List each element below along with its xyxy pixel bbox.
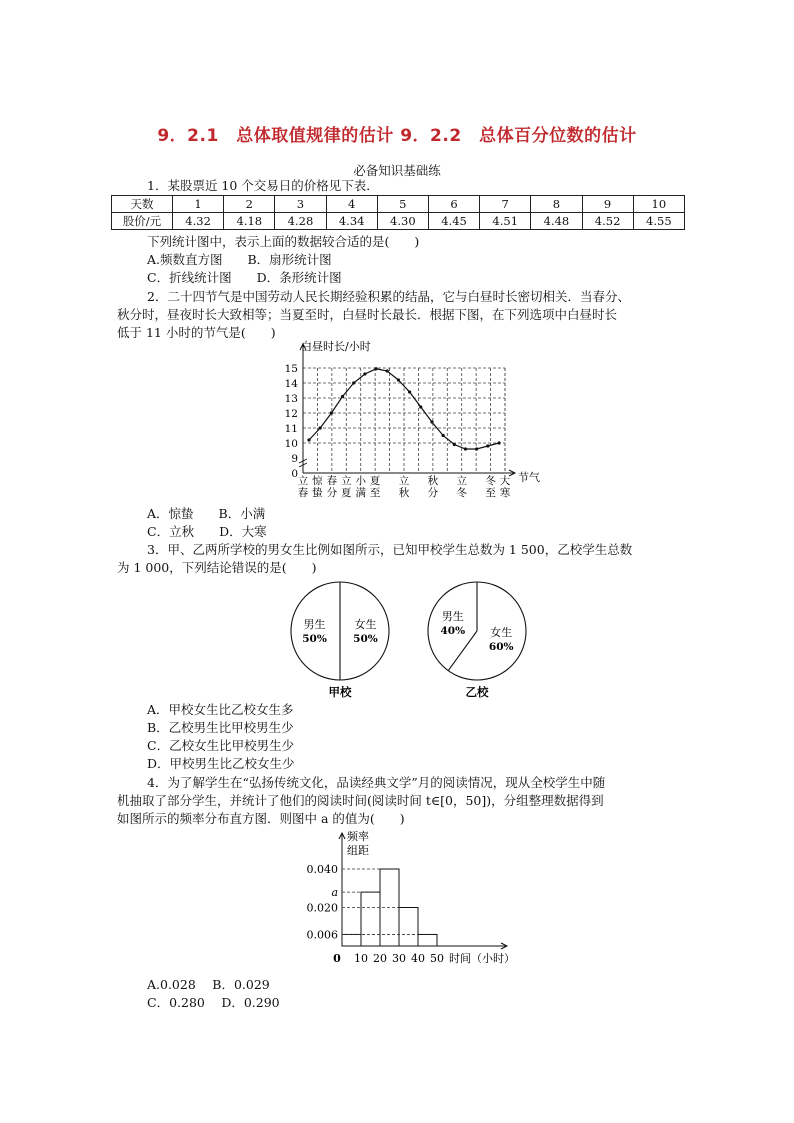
x-tick-label: 立 <box>341 475 352 487</box>
frequency-histogram <box>300 828 525 978</box>
pie-slice-label: 男生 <box>303 618 326 631</box>
table-cell: 9 <box>582 196 633 213</box>
x-axis-label: 时间（小时） <box>449 952 515 965</box>
x-tick-label: 秋 <box>398 487 410 499</box>
x-tick-label: 满 <box>355 487 366 499</box>
y-tick-label: 0.020 <box>306 901 338 915</box>
pie-slice-label: 男生 <box>441 610 464 624</box>
y-tick-label: 0.040 <box>306 863 338 876</box>
table-cell: 4.32 <box>173 213 224 230</box>
q1-options-cd: C．折线统计图 D．条形统计图 <box>147 270 342 285</box>
q4-options-cd: C．0.280 D．0.290 <box>147 995 280 1010</box>
table-cell: 4.52 <box>582 213 633 230</box>
data-point <box>330 411 333 414</box>
x-tick-label: 立 <box>398 475 410 487</box>
table-cell: 4.28 <box>275 213 326 230</box>
data-point <box>397 378 400 381</box>
data-point <box>486 444 489 447</box>
q3-line-1: 3．甲、乙两所学校的男女生比例如图所示，已知甲校学生总数为 1 500，乙校学生总数 <box>147 542 633 557</box>
pie-slice-value: 50% <box>302 633 327 645</box>
table-cell: 4.48 <box>531 213 582 230</box>
x-tick-label: 30 <box>392 952 406 965</box>
data-point <box>430 420 433 423</box>
data-point <box>453 443 456 446</box>
data-point <box>319 426 322 429</box>
price-table <box>111 195 685 230</box>
y-tick-label: 10 <box>284 438 298 450</box>
q1-question: 下列统计图中，表示上面的数据较合适的是( ) <box>147 234 420 249</box>
x-tick-label: 惊 <box>312 475 323 487</box>
x-tick-label: 夏 <box>341 487 352 499</box>
q4-options-ab: A.0.028 B．0.029 <box>147 977 270 992</box>
y-tick-label: 9 <box>291 453 298 465</box>
x-tick-label: 春 <box>297 487 309 499</box>
table-cell: 10 <box>633 196 684 213</box>
daylight-line-chart <box>270 338 545 503</box>
q2-line-1: 2．二十四节气是中国劳动人民长期经验积累的结晶，它与白昼时长密切相关．当春分、 <box>147 289 630 304</box>
pie-chart-title: 乙校 <box>465 685 489 699</box>
pie-slice-label: 女生 <box>354 618 377 631</box>
histogram-bar <box>342 934 361 946</box>
table-row-label: 股价/元 <box>112 213 173 230</box>
pie-slice-value: 60% <box>488 640 514 653</box>
x-tick-label: 立 <box>297 475 309 487</box>
y-tick-label: 11 <box>284 423 298 435</box>
data-point <box>374 367 377 370</box>
q3-option-c: C．乙校女生比甲校男生少 <box>147 738 295 753</box>
pie-slice-value: 50% <box>353 633 378 645</box>
table-cell: 4.51 <box>480 213 531 230</box>
data-point <box>363 372 366 375</box>
q2-line-2: 秋分时，昼夜时长大致相等；当夏至时，白昼时长最长．根据下图，在下列选项中白昼时长 <box>117 307 618 322</box>
table-cell: 1 <box>173 196 224 213</box>
x-tick-label: 寒 <box>499 487 511 499</box>
data-point <box>307 438 310 441</box>
data-point <box>352 381 355 384</box>
x-tick-label: 冬 <box>456 487 467 499</box>
data-point <box>341 395 344 398</box>
q1-options-ab: A.频数直方图 B．扇形统计图 <box>147 252 332 267</box>
x-tick-label: 20 <box>373 952 387 965</box>
pie-chart-title: 甲校 <box>328 685 352 699</box>
table-cell: 4.45 <box>428 213 479 230</box>
q3-line-2: 为 1 000，下列结论错误的是( ) <box>117 560 317 575</box>
x-tick-label: 40 <box>411 952 425 965</box>
data-point <box>497 441 500 444</box>
histogram-bar <box>418 934 437 946</box>
x-tick-label: 至 <box>485 487 496 499</box>
q3-option-a: A．甲校女生比乙校女生多 <box>147 702 294 717</box>
table-cell: 2 <box>224 196 275 213</box>
table-cell: 4.18 <box>224 213 275 230</box>
data-point <box>442 434 445 437</box>
y-tick-label: 14 <box>284 378 298 390</box>
q3-option-d: D．甲校男生比乙校女生少 <box>147 756 295 771</box>
x-tick-label: 10 <box>354 952 368 965</box>
y-axis-label: 白昼时长/小时 <box>301 340 371 353</box>
q3-option-b: B．乙校男生比甲校男生少 <box>147 720 294 735</box>
x-tick-label: 小 <box>355 475 366 487</box>
table-cell: 4.34 <box>326 213 377 230</box>
table-cell: 8 <box>531 196 582 213</box>
q4-line-3: 如图所示的频率分布直方图．则图中 a 的值为( ) <box>117 811 405 826</box>
q4-line-2: 机抽取了部分学生，并统计了他们的阅读时间(阅读时间 t∈[0，50])，分组整理数据得到 <box>117 793 604 808</box>
y-tick-label: 0.006 <box>306 928 338 942</box>
x-tick-label: 分 <box>326 487 338 499</box>
y-tick-label: 0 <box>291 468 298 480</box>
x-tick-label: 冬 <box>485 475 496 487</box>
x-tick-label: 立 <box>456 475 467 487</box>
x-tick-label: 秋 <box>427 475 439 487</box>
pie-slice-value: 40% <box>440 625 466 638</box>
table-cell: 4 <box>326 196 377 213</box>
x-tick-label: 50 <box>430 952 444 965</box>
table-row <box>112 213 685 230</box>
y-axis-label-top: 频率 <box>347 830 369 843</box>
x-tick-label: 大 <box>499 475 511 487</box>
page-title: 9．2.1 总体取值规律的估计 9．2.2 总体百分位数的估计 <box>157 126 637 146</box>
x-tick-label: 蛰 <box>312 487 323 499</box>
origin-label: 0 <box>333 952 341 965</box>
q2-line-3: 低于 11 小时的节气是( ) <box>117 325 276 340</box>
data-point <box>386 369 389 372</box>
table-cell: 7 <box>480 196 531 213</box>
table-row-label: 天数 <box>112 196 173 213</box>
x-tick-label: 至 <box>369 487 381 499</box>
table-cell: 3 <box>275 196 326 213</box>
q2-options-cd: C．立秋 D．大寒 <box>147 524 267 539</box>
data-point <box>419 405 422 408</box>
pie-slice-label: 女生 <box>490 625 513 639</box>
data-point <box>408 390 411 393</box>
table-cell: 4.30 <box>377 213 428 230</box>
q4-line-1: 4．为了解学生在“弘扬传统文化，品读经典文学”月的阅读情况，现从全校学生中随 <box>147 775 606 790</box>
y-tick-label: a <box>331 886 338 900</box>
table-cell: 6 <box>428 196 479 213</box>
y-tick-label: 13 <box>284 393 298 405</box>
x-tick-label: 分 <box>427 487 439 499</box>
y-tick-label: 15 <box>284 363 298 375</box>
q1-stem: 1．某股票近 10 个交易日的价格见下表． <box>147 178 379 193</box>
data-point <box>464 447 467 450</box>
section-heading: 必备知识基础练 <box>353 163 441 178</box>
x-tick-label: 春 <box>326 475 338 487</box>
table-cell: 4.55 <box>633 213 684 230</box>
y-tick-label: 12 <box>284 408 298 420</box>
y-axis-label-bottom: 组距 <box>347 844 369 857</box>
table-row <box>112 196 685 213</box>
school-pie-charts <box>280 578 514 703</box>
q2-options-ab: A．惊蛰 B．小满 <box>147 506 266 521</box>
x-axis-label: 节气 <box>518 471 540 484</box>
table-cell: 5 <box>377 196 428 213</box>
histogram-bar <box>399 908 418 947</box>
data-point <box>475 447 478 450</box>
histogram-bar <box>361 892 380 946</box>
x-tick-label: 夏 <box>369 475 381 487</box>
